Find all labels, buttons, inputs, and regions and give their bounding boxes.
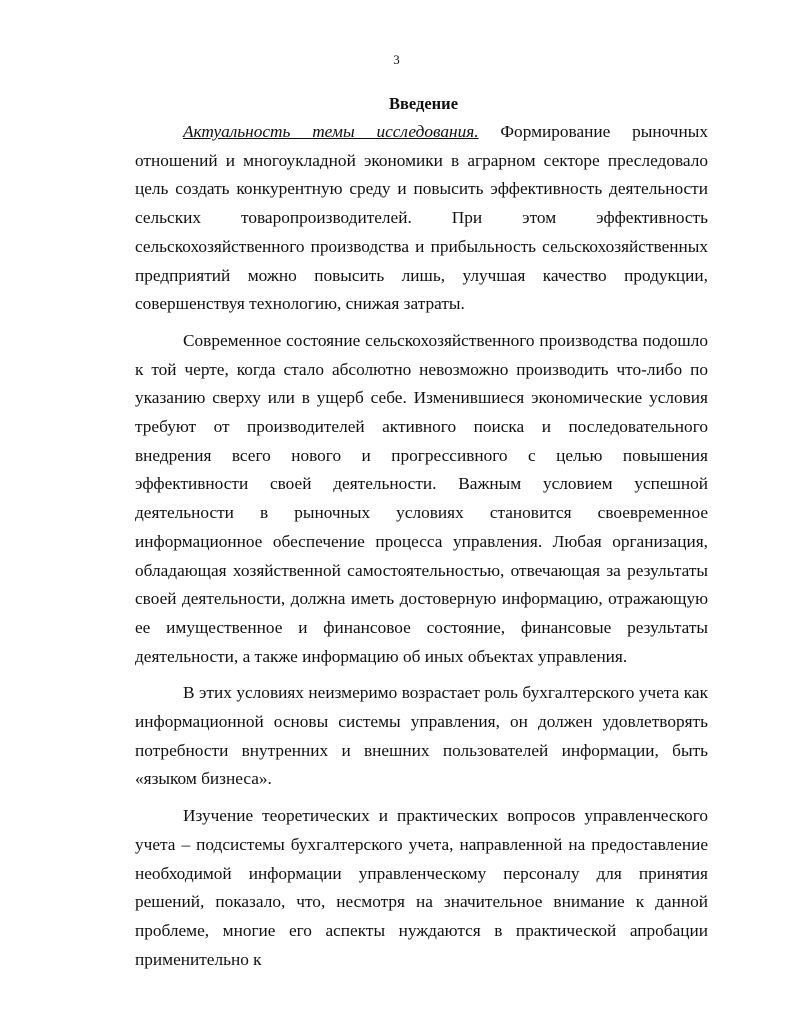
paragraph-current-state: Современное состояние сельскохозяйственного производства подошло к той черте, когда стало абсолютно невозможно производить что-либо по указанию сверху или в ущерб себе. Изменившиеся экономические условия требуют от производителей активного поиска и последовательного внедрения всего нового и прогрессивного с целью повышения эффективности своей деятельности. Важным условием успешной деятельности в рыночных условиях становится своевременное информационное обеспечение процесса управления. Любая организация, обладающая хозяйственной самостоятельностью, отвечающая за результаты своей деятельности, должна иметь достоверную информацию, отражающую ее имущественное и финансовое состояние, финансовые результаты деятельности, а также информацию об иных объектах управления. bbox=[135, 330, 708, 666]
paragraph-accounting-role: В этих условиях неизмеримо возрастает роль бухгалтерского учета как информационной основы системы управления, он должен удовлетворять потребности внутренних и внешних пользователей информации, быть «языком бизнеса». bbox=[135, 683, 708, 789]
relevance-subheading: Актуальность темы исследования. bbox=[183, 122, 479, 141]
paragraph-management-accounting: Изучение теоретических и практических вопросов управленческого учета – подсистемы бухгалтерского учета, направленной на предоставление необходимой информации управленческому персоналу для принятия решений, показало, что, несмотря на значительное внимание к данной проблеме, многие его аспекты нуждаются в практической апробации применительно к bbox=[135, 806, 708, 969]
paragraph-text: Формирование рыночных отношений и многоукладной экономики в аграрном секторе преследовало цель создать конкурентную среду и повысить эффективность деятельности сельских товаропроизводителей. При этом эффективность сельскохозяйственного производства и прибыльность сельскохозяйственных предприятий можно повысить лишь, улучшая качество продукции, совершенствуя технологию, снижая затраты. bbox=[135, 122, 708, 314]
paragraph-relevance bbox=[135, 118, 708, 319]
section-title: Введение bbox=[388, 94, 459, 113]
page-number: 3 bbox=[393, 52, 400, 67]
document-body bbox=[135, 118, 708, 974]
